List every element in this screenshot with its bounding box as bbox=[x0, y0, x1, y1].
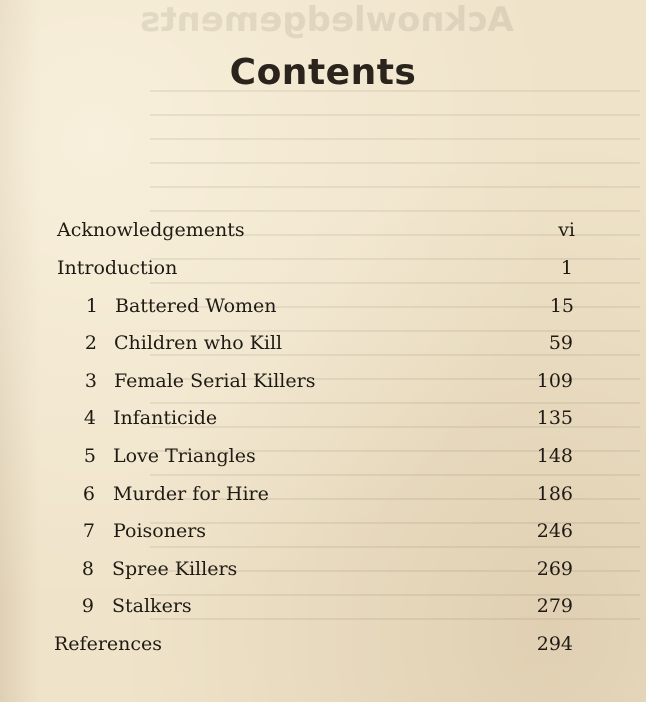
toc-entry-acknowledgements[interactable] bbox=[57, 218, 575, 242]
chapter-number: 1 bbox=[85, 295, 98, 317]
chapter-number: 5 bbox=[83, 445, 96, 467]
toc-chapter-7[interactable] bbox=[73, 519, 573, 543]
chapter-title: Children who Kill bbox=[114, 332, 283, 354]
chapter-page: 148 bbox=[536, 445, 573, 467]
chapter-number: 8 bbox=[81, 558, 94, 580]
chapter-title: Infanticide bbox=[113, 407, 218, 429]
toc-chapter-5[interactable] bbox=[74, 444, 573, 468]
chapter-title: Love Triangles bbox=[113, 445, 256, 467]
toc-entry-page: 1 bbox=[560, 257, 573, 279]
chapter-page: 279 bbox=[536, 595, 573, 617]
chapter-title: Stalkers bbox=[112, 595, 192, 617]
toc-chapter-1[interactable] bbox=[76, 294, 574, 318]
toc-chapter-2[interactable] bbox=[75, 331, 573, 355]
chapter-title: Murder for Hire bbox=[113, 483, 269, 505]
toc-entry-page: 294 bbox=[536, 633, 573, 655]
chapter-page: 109 bbox=[536, 370, 573, 392]
toc-entry-introduction[interactable] bbox=[57, 256, 573, 280]
chapter-number: 2 bbox=[84, 332, 97, 354]
toc-chapter-8[interactable] bbox=[72, 557, 573, 581]
chapter-title: Poisoners bbox=[113, 520, 207, 542]
chapter-page: 269 bbox=[536, 558, 573, 580]
chapter-page: 246 bbox=[536, 520, 573, 542]
toc-chapter-6[interactable] bbox=[73, 482, 573, 506]
chapter-number: 7 bbox=[82, 520, 95, 542]
toc-entry-page: vi bbox=[558, 219, 575, 241]
chapter-number: 9 bbox=[81, 595, 94, 617]
chapter-number: 3 bbox=[84, 370, 97, 392]
chapter-page: 135 bbox=[536, 407, 573, 429]
toc-entry-label: References bbox=[54, 633, 163, 655]
toc-entry-references[interactable] bbox=[54, 632, 573, 656]
toc-entry-label: Introduction bbox=[57, 257, 178, 279]
chapter-page: 186 bbox=[536, 483, 573, 505]
chapter-page: 15 bbox=[549, 295, 574, 317]
toc-entry-label: Acknowledgements bbox=[57, 219, 245, 241]
chapter-title: Female Serial Killers bbox=[114, 370, 316, 392]
toc-chapter-9[interactable] bbox=[72, 594, 573, 618]
toc-chapter-3[interactable] bbox=[75, 369, 573, 393]
chapter-number: 4 bbox=[83, 407, 96, 429]
page-title: Contents bbox=[229, 52, 417, 93]
chapter-title: Spree Killers bbox=[112, 558, 238, 580]
chapter-number: 6 bbox=[82, 483, 95, 505]
bleed-through-heading: Acknowledgements bbox=[140, 0, 514, 40]
chapter-title: Battered Women bbox=[115, 295, 277, 317]
chapter-page: 59 bbox=[548, 332, 573, 354]
toc-chapter-4[interactable] bbox=[74, 406, 573, 430]
